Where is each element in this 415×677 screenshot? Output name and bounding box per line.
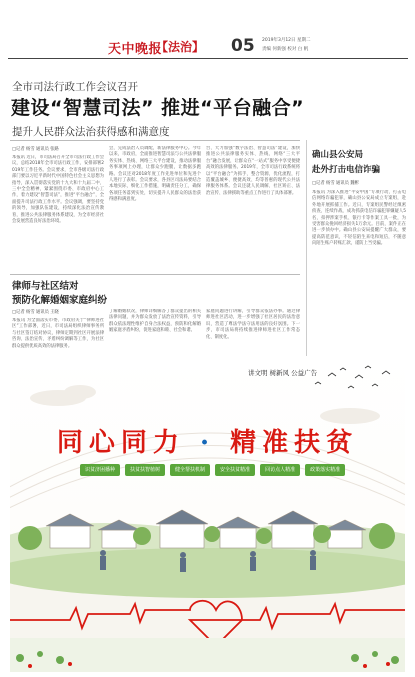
side-byline: □记者 杨雪 通讯员 魏彬 (312, 181, 359, 186)
newspaper-brand: 天中晚报 (108, 42, 163, 57)
ad-illustration (10, 358, 405, 672)
side-title-1: 确山县公安局 (312, 150, 364, 160)
slogan-part-2: 精准扶贫 (230, 428, 359, 458)
ad-pill: 政策落实精准 (305, 464, 345, 476)
second-column-1: 本报讯 为全面落实市委、市政府关于“律师进社区”工作部署，近日，市司法局组织律师事务所与社区签订结对协议，律师定期到社区开展法律咨询、法治宣传、矛盾纠纷调解等工作，为社区群众提供优质高效的法律服务。 (12, 318, 104, 349)
masthead (0, 0, 415, 64)
slogan-dot: · (199, 428, 216, 458)
birds-icon (315, 366, 390, 388)
ad-pill-row (80, 464, 345, 476)
second-title-1: 律师与社区结对 (12, 281, 79, 292)
second-title-2: 预防化解婚姻家庭纠纷 (12, 295, 108, 306)
ad-pill: 识贫济困播种 (80, 464, 120, 476)
second-column-2: 了解婚姻状况，律师详细解答了群众提出的相关法律问题，并为群众发放了法治宣传资料，引导群众依法理性维护自身合法权益，预防和化解婚姻家庭矛盾纠纷，促进家庭和睦、社会和谐。 (109, 309, 201, 334)
ad-slogan (10, 422, 405, 459)
lead-column-3: 台、大力加强“数字法治、智慧司法”建设，加快推进公共法律服务实体、热线、网络“三大平台”融合发展，让群众在“一站式”服务中享受便捷高效的法律服务。2019年，全市司法行政系统将以“平台融合”为抓手，整合资源，优化流程，打造覆盖城乡、便捷高效、均等普惠的现代公共法律服务体系。会议还就人民调解、社区矫正、法治宣传、法律援助等重点工作进行了具体部署。 (206, 146, 300, 196)
editor-credits: 责编 何新强 校对 白 帆 (262, 47, 309, 52)
lead-column-1: 本报讯 近日，市司法局召开全市司法行政工作会议，总结2018年全市司法行政工作，安排部署2019年工作任务。会议要求，全市各级司法行政部门要以习近平新时代中国特色社会主义思想为指导，深入贯彻落实党的十九大和十九届二中、三中全会精神，紧紧围绕市委、市政府中心工作，着力建设“智慧司法”，推进“平台融合”，全面提升司法行政工作水平。会议强调，要坚持党的领导，加强队伍建设，持续深化法治宣传教育，推进公共法律服务体系建设，为全市经济社会发展营造良好法治环境。 (12, 155, 104, 225)
lead-column-2: 会，完成法治人员调配，新法律服务中心。今年以来，市政府，全面推进智慧司法与公共法律服务实体、热线、网络三大平台建设，推动法律服务事项网上办理，让群众少跑腿，让数据多跑路。会议还对2018年度工作先进单位和先进个人进行了表彰。会议要求，各县区司法局要结合本地实际，细化工作措施，明确责任分工，确保各项任务落到实处，切实提升人民群众的法治获得感和满意度。 (109, 146, 201, 203)
lead-subhead: 提升人民群众法治获得感和满意度 (12, 126, 170, 138)
second-column-3: 家庭问题进行讲解，引导群众依法办事。通过律师进社区活动，进一步增强了社区居民的法治意识，营造了尊法学法守法用法的良好氛围。下一步，市司法局将持续推进律师进社区工作常态化、制度化。 (206, 309, 300, 340)
second-byline: □记者 杨雪 通讯员 王晓 (12, 310, 59, 315)
side-body: 本报讯 为深入推进“平安中国”专项行动，打击电信网络诈骗犯罪，确山县公安局成立专案组，赴外地开展抓捕工作。近日，专案组民警经过缜密侦查、连续作战，成功抓获电信诈骗犯罪嫌疑人5名，扣押涉案手机、银行卡等作案工具一批，为受害群众挽回经济损失1万余元。目前，案件正在进一步侦办中。确山县公安局提醒广大群众，要提高防范意识，不轻信陌生来电和短信，不随意向陌生账户转账汇款，谨防上当受骗。 (312, 190, 406, 247)
ad-pill: 安全扶贫精准 (215, 464, 255, 476)
lead-headline: 建设“智慧司法” 推进“平台融合” (11, 97, 305, 119)
section-tag: 【法治】 (156, 40, 205, 54)
clouds-icon (30, 385, 380, 424)
lead-byline: □记者 杨雪 通讯员 张路 (12, 147, 59, 152)
ad-pill: 回访点人精准 (260, 464, 300, 476)
side-title-2: 赴外打击电信诈骗 (312, 165, 381, 175)
page-number: 05 (231, 36, 255, 56)
ad-sponsor-label: 讲文明 树新风 公益广告 (248, 369, 318, 377)
slogan-part-1: 同心同力 (56, 428, 185, 458)
divider (10, 140, 300, 141)
village-scene (10, 510, 405, 672)
lead-kicker: 全市司法行政工作会议召开 (12, 81, 138, 93)
divider (10, 274, 300, 275)
ad-pill: 扶贫扶智植树 (125, 464, 165, 476)
poverty-alleviation-ad (10, 358, 405, 672)
ad-pill: 健全帮扶机制 (170, 464, 210, 476)
issue-date: 2019年3月12日 星期二 (262, 38, 311, 43)
header-rule (8, 58, 408, 59)
column-rule (306, 140, 307, 356)
